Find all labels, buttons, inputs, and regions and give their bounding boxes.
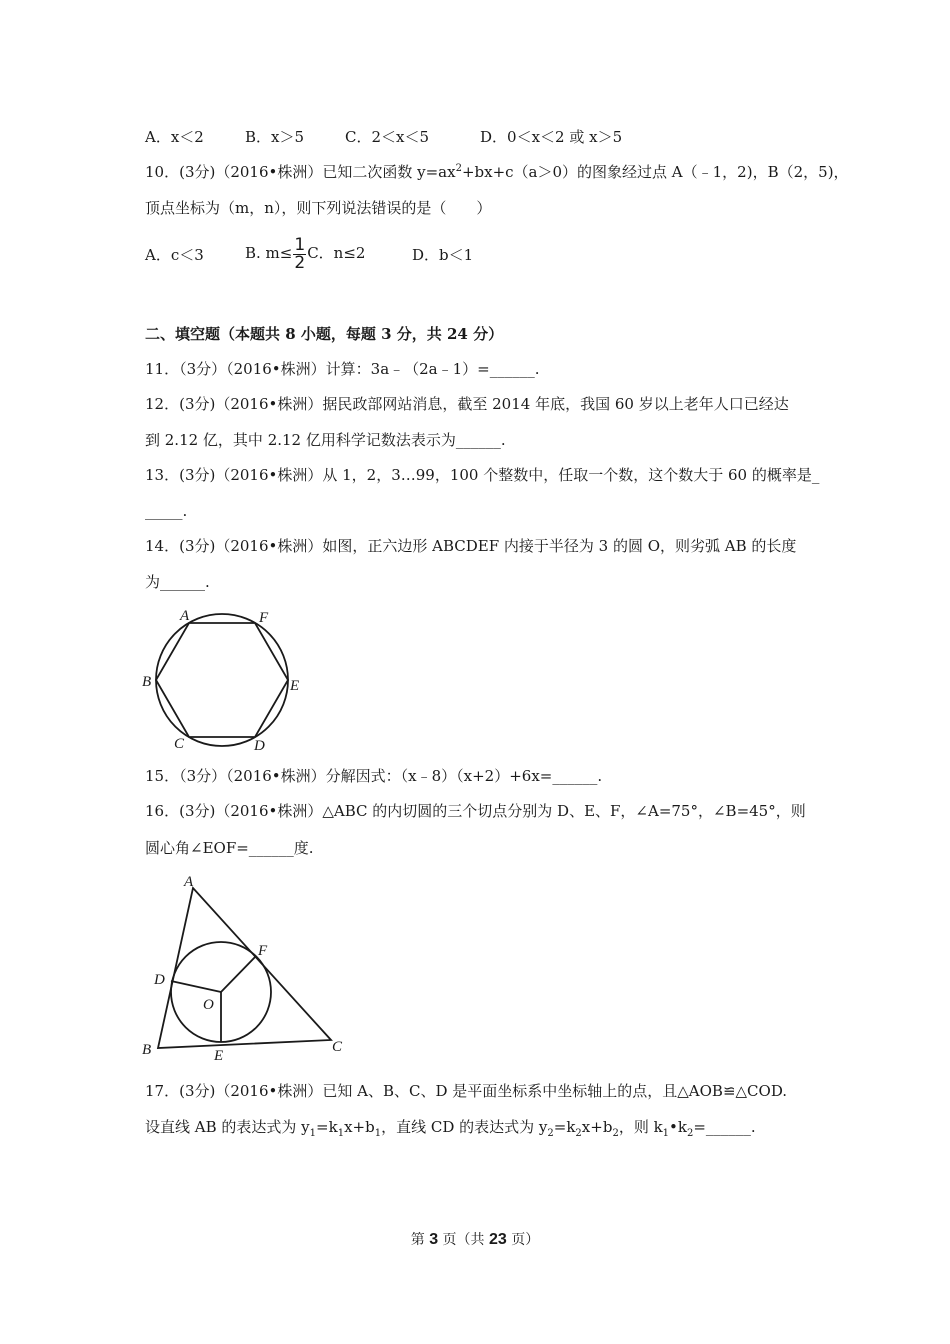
q17-text: =k: [316, 1118, 338, 1136]
incircle-figure: [138, 870, 358, 1065]
q17-text: ，则 k: [618, 1118, 663, 1136]
subscript: 2: [686, 1128, 694, 1139]
q17-text: •k: [669, 1118, 687, 1136]
label-c: C: [174, 736, 185, 752]
label-c: C: [332, 1039, 343, 1055]
regular-hexagon: [156, 623, 288, 737]
label-o: O: [203, 997, 214, 1013]
footer-text: 页）: [506, 1232, 540, 1248]
subscript: 2: [575, 1128, 582, 1139]
q12-line2: 到 2.12 亿，其中 2.12 亿用科学记数法表示为______.: [145, 431, 506, 449]
q15: 15．（3分）（2016•株洲）分解因式：（x﹣8）（x+2）+6x=______.: [145, 767, 603, 785]
q17-line2: [145, 1117, 756, 1137]
radius-of: [221, 956, 256, 992]
q10-option-c: C．n≤2: [307, 244, 366, 262]
fraction-numerator: 1: [294, 234, 306, 255]
q17-text: ，直线 CD 的表达式为 y: [381, 1118, 548, 1136]
subscript: 1: [374, 1128, 382, 1139]
label-e: E: [214, 1048, 224, 1064]
page-number: 3: [429, 1231, 439, 1248]
q14-line1: 14．(3分)（2016•株洲）如图，正六边形 ABCDEF 内接于半径为 3 的圆 O，则劣弧 AB 的长度: [145, 537, 797, 555]
q17-line1: 17．(3分)（2016•株洲）已知 A、B、C、D 是平面坐标系中坐标轴上的点，且△AOB≌△COD.: [145, 1082, 788, 1100]
label-d: D: [254, 738, 265, 754]
q16-line2: 圆心角∠EOF=______度.: [145, 839, 314, 857]
q9-option-c: C．2＜x＜5: [345, 128, 430, 146]
label-d: D: [154, 972, 165, 988]
label-b: B: [142, 1042, 152, 1058]
q17-text: 设直线 AB 的表达式为 y: [145, 1118, 310, 1136]
circumscribed-circle: [156, 614, 288, 746]
q10-option-a: A．c＜3: [145, 246, 204, 264]
subscript: 1: [337, 1128, 345, 1139]
section-title: 二、填空题（本题共 8 小题，每题 3 分，共 24 分）: [145, 325, 504, 343]
page-total: 23: [489, 1231, 507, 1248]
q10-option-b: [245, 236, 365, 272]
footer-text: 第: [410, 1232, 430, 1248]
q17-text: =______.: [693, 1118, 756, 1136]
q12-line1: 12．(3分)（2016•株洲）据民政部网站消息，截至 2014 年底，我国 60 岁以上老年人口已经达: [145, 395, 789, 413]
label-f: F: [259, 610, 269, 626]
subscript: 2: [612, 1128, 619, 1139]
subscript: 2: [547, 1128, 554, 1139]
footer-text: 页（共: [438, 1232, 489, 1248]
q10-fraction: [293, 234, 306, 273]
q17-text: x+b: [581, 1118, 613, 1136]
q17-text: x+b: [344, 1118, 375, 1136]
q16-line1: 16．(3分)（2016•株洲）△ABC 的内切圆的三个切点分别为 D、E、F，∠A=75°，∠B=45°，则: [145, 802, 806, 820]
q13-line2: _____.: [145, 502, 188, 520]
q10-stem-line1: [145, 162, 849, 182]
radius-od: [171, 981, 221, 992]
q9-option-a: A．x＜2: [145, 128, 204, 146]
q10-stem-line2: 顶点坐标为（m，n），则下列说法错误的是（ ）: [145, 199, 492, 217]
label-f: F: [258, 943, 268, 959]
q10-stem-text-cont: +bx+c（a＞0）的图象经过点 A（﹣1，2)，B（2，5)，: [461, 163, 849, 181]
q10-exponent: 2: [455, 163, 462, 174]
label-a: A: [184, 874, 194, 890]
q14-line2: 为______.: [145, 573, 210, 591]
subscript: 1: [309, 1128, 317, 1139]
q13-line1: 13．(3分)（2016•株洲）从 1，2，3…99，100 个整数中，任取一个数，这个数大于 60 的概率是_: [145, 466, 820, 484]
q9-option-b: B．x＞5: [245, 128, 305, 146]
q10-stem-text: 10．(3分)（2016•株洲）已知二次函数 y=ax: [145, 163, 456, 181]
q10-option-d: D．b＜1: [412, 246, 474, 264]
label-a: A: [180, 608, 190, 624]
q17-text: =k: [553, 1118, 576, 1136]
page-footer: [0, 1229, 950, 1249]
subscript: 1: [662, 1128, 670, 1139]
label-b: B: [142, 674, 152, 690]
label-e: E: [290, 678, 300, 694]
q10-option-b-text: B. m≤: [245, 244, 293, 262]
fraction-denominator: 2: [294, 252, 306, 273]
q9-option-d: D．0＜x＜2 或 x＞5: [480, 128, 623, 146]
hexagon-figure: [138, 600, 308, 758]
q11: 11．（3分）（2016•株洲）计算：3a﹣（2a﹣1）=______.: [145, 360, 540, 378]
